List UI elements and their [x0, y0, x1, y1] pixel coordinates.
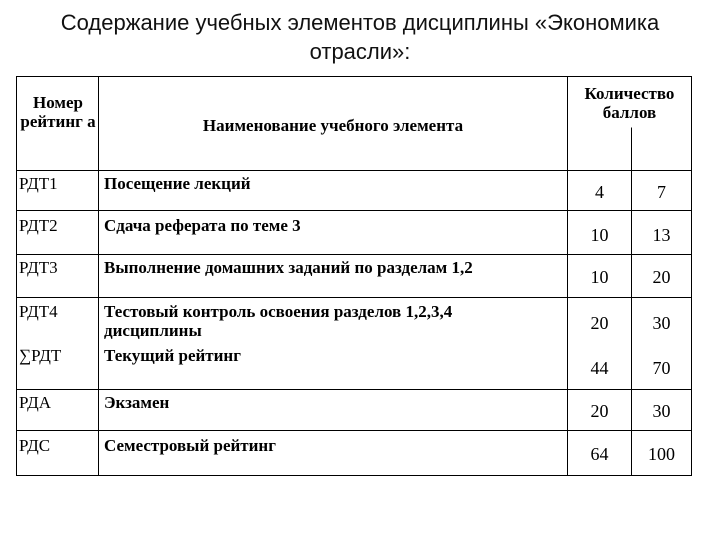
row-7-min: 64	[590, 444, 609, 464]
row-4-max: 30	[652, 313, 671, 333]
row-1-min: 4	[595, 182, 604, 202]
row-1-max: 7	[657, 182, 666, 202]
slide-title-line-2: отрасли»:	[309, 39, 411, 64]
row-3-min: 10	[590, 267, 609, 287]
row-4-min: 20	[590, 313, 609, 333]
row-6-min: 20	[590, 401, 609, 421]
row-2-code: РДТ2	[19, 216, 58, 235]
header-name: Наименование учебного элемента	[202, 116, 464, 135]
row-5-min: 44	[590, 358, 609, 378]
row-1-name: Посещение лекций	[104, 174, 251, 193]
slide-title-line-1: Содержание учебных элементов дисциплины «Экономика	[60, 10, 660, 35]
row-6-name: Экзамен	[104, 393, 170, 412]
row-4-code: РДТ4	[19, 302, 58, 321]
row-5-max: 70	[652, 358, 671, 378]
row-4-name: Тестовый контроль освоения разделов 1,2,3,4 дисциплины	[104, 302, 453, 340]
row-3-code: РДТ3	[19, 258, 58, 277]
header-points: Количество баллов	[584, 84, 675, 122]
row-7-name: Семестровый рейтинг	[104, 436, 276, 455]
row-2-name: Сдача реферата по теме 3	[104, 216, 301, 235]
row-7-max: 100	[648, 444, 675, 464]
row-7-code: РДС	[19, 436, 51, 455]
header-code: Номер рейтинг а	[20, 93, 96, 131]
row-6-code: РДА	[19, 393, 52, 412]
row-3-name: Выполнение домашних заданий по разделам 1,2	[104, 258, 473, 277]
row-2-min: 10	[590, 225, 609, 245]
row-5-name: Текущий рейтинг	[104, 346, 241, 365]
row-5-code: ∑РДТ	[19, 346, 62, 365]
row-3-max: 20	[652, 267, 671, 287]
row-1-code: РДТ1	[19, 174, 58, 193]
row-6-max: 30	[652, 401, 671, 421]
row-2-max: 13	[652, 225, 671, 245]
